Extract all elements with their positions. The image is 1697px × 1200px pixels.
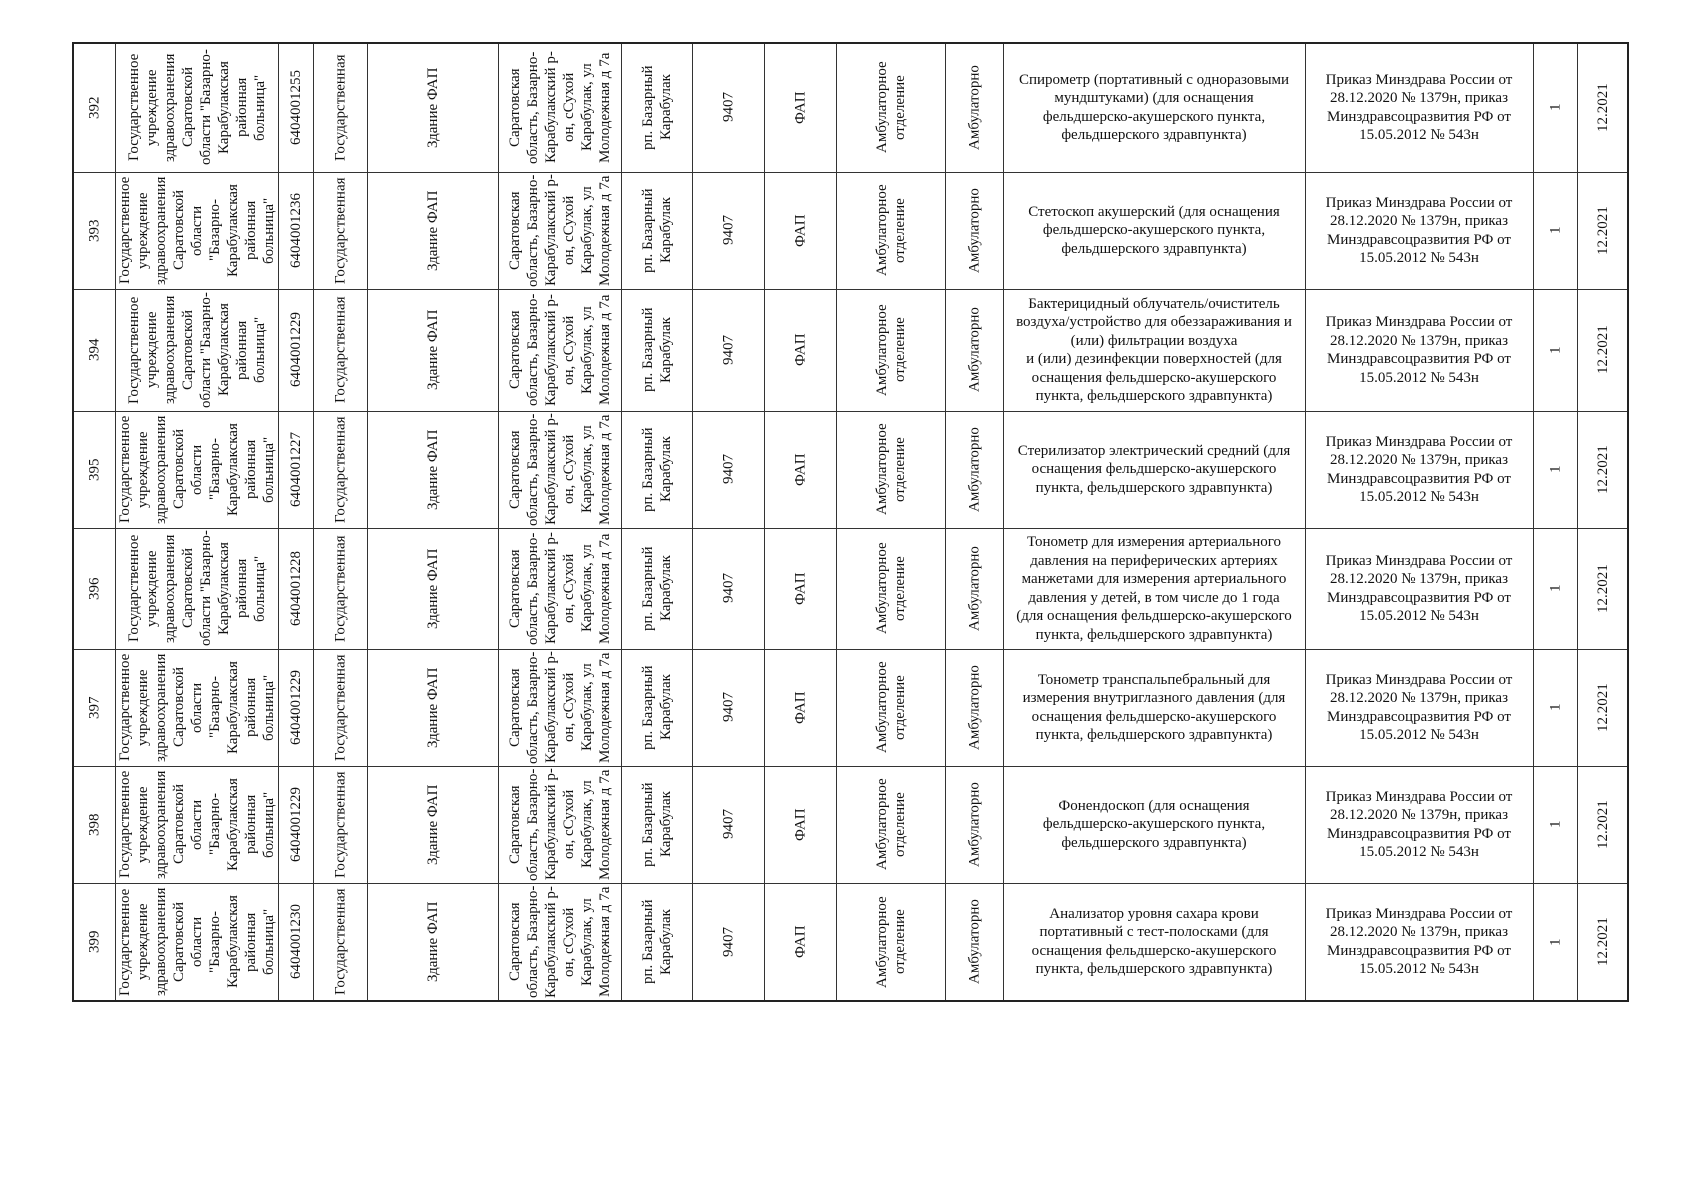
okved-code: 9407: [720, 454, 736, 485]
okved-code-cell: [692, 649, 764, 766]
care-type: Амбулаторно: [966, 65, 982, 151]
equipment-description-cell: [1003, 43, 1305, 172]
delivery-date: 12.2021: [1594, 564, 1611, 613]
ownership-type: Государственная: [332, 535, 348, 642]
department-cell: [836, 528, 945, 649]
address: Саратовская область, Базарно- Карабулакский р- он, сСухой Карабулак, ул Молодежная д 7а: [506, 174, 613, 287]
okved-code: 9407: [720, 809, 736, 840]
equipment-description: Стерилизатор электрический средний (для оснащения фельдшерско-акушерского пункта, фельдшерского здравпункта): [1017, 442, 1291, 496]
delivery-date-cell: [1577, 43, 1628, 172]
building-type-cell: [367, 766, 498, 883]
address: Саратовская область, Базарно- Карабулакский р- он, сСухой Карабулак, ул Молодежная д 7а: [506, 413, 613, 526]
department: Амбулаторное отделение: [873, 778, 908, 871]
locality: рп. Базарный Карабулак: [639, 665, 674, 750]
delivery-date-cell: [1577, 411, 1628, 528]
building-type: Здание ФАП: [424, 901, 441, 982]
organization-name: Государственное учреждение здравоохранения Саратовской области "Базарно- Карабулакская районная больница": [125, 530, 268, 647]
organization-name: Государственное учреждение здравоохранения Саратовской области "Базарно- Карабулакская районная больница": [116, 887, 277, 996]
locality: рп. Базарный Карабулак: [639, 307, 674, 393]
row-number: 396: [86, 577, 103, 600]
locality-cell: [621, 649, 692, 766]
address: Саратовская область, Базарно- Карабулакский р- он, сСухой Карабулак, ул Молодежная д 7а: [506, 51, 613, 164]
unit-type: ФАП: [792, 572, 808, 605]
regulation-order: Приказ Минздрава России от 28.12.2020 № 1379н, приказ Минздравсоцразвития РФ от 15.05.2012 № 543н: [1325, 552, 1513, 624]
equipment-description-cell: [1003, 649, 1305, 766]
unit-type: ФАП: [792, 214, 808, 247]
equipment-description-cell: [1003, 172, 1305, 289]
department-cell: [836, 766, 945, 883]
building-type: Здание ФАП: [424, 548, 441, 629]
care-type-cell: [945, 411, 1003, 528]
inn-code: 6404001229: [287, 670, 304, 745]
regulation-order: Приказ Минздрава России от 28.12.2020 № 1379н, приказ Минздравсоцразвития РФ от 15.05.2012 № 543н: [1325, 905, 1513, 978]
okved-code-cell: [692, 289, 764, 411]
equipment-description-cell: [1003, 411, 1305, 528]
regulation-order-cell: [1305, 411, 1533, 528]
quantity-cell: [1533, 172, 1577, 289]
unit-type-cell: [764, 766, 836, 883]
quantity-cell: [1533, 411, 1577, 528]
ownership-type-cell: [313, 528, 367, 649]
ownership-type-cell: [313, 289, 367, 411]
equipment-description-cell: [1003, 289, 1305, 411]
row-number: 398: [86, 813, 103, 836]
okved-code: 9407: [720, 215, 736, 246]
locality: рп. Базарный Карабулак: [639, 546, 674, 631]
organization-name-cell: [115, 883, 278, 1001]
address: Саратовская область, Базарно- Карабулакский р- он, сСухой Карабулак, ул Молодежная д 7а: [506, 651, 613, 764]
unit-type: ФАП: [792, 808, 808, 841]
quantity: 1: [1547, 226, 1563, 235]
address-cell: [498, 883, 621, 1001]
okved-code-cell: [692, 528, 764, 649]
equipment-description: Спирометр (портативный с одноразовыми мундштуками) (для оснащения фельдшерско-акушерского пункта, фельдшерского здравпункта): [1018, 71, 1290, 144]
quantity-cell: [1533, 43, 1577, 172]
inn-code-cell: [278, 649, 313, 766]
quantity-cell: [1533, 883, 1577, 1001]
inn-code-cell: [278, 43, 313, 172]
quantity: 1: [1547, 584, 1563, 593]
address-cell: [498, 289, 621, 411]
okved-code-cell: [692, 766, 764, 883]
department: Амбулаторное отделение: [873, 61, 908, 154]
locality: рп. Базарный Карабулак: [639, 899, 674, 985]
address: Саратовская область, Базарно- Карабулакский р- он, сСухой Карабулак, ул Молодежная д 7а: [506, 293, 613, 407]
care-type-cell: [945, 528, 1003, 649]
organization-name-cell: [115, 649, 278, 766]
row-number-cell: [73, 528, 115, 649]
building-type-cell: [367, 289, 498, 411]
delivery-date: 12.2021: [1594, 683, 1611, 732]
quantity: 1: [1547, 104, 1563, 112]
organization-name-cell: [115, 411, 278, 528]
ownership-type-cell: [313, 649, 367, 766]
unit-type: ФАП: [792, 91, 808, 125]
locality-cell: [621, 172, 692, 289]
table-row: [73, 172, 1628, 289]
organization-name-cell: [115, 766, 278, 883]
inn-code: 6404001236: [287, 193, 304, 268]
quantity-cell: [1533, 289, 1577, 411]
unit-type: ФАП: [792, 691, 808, 724]
row-number-cell: [73, 649, 115, 766]
department: Амбулаторное отделение: [873, 304, 908, 396]
care-type-cell: [945, 172, 1003, 289]
okved-code: 9407: [720, 573, 736, 604]
locality: рп. Базарный Карабулак: [639, 782, 674, 867]
care-type: Амбулаторно: [966, 665, 982, 750]
address-cell: [498, 528, 621, 649]
delivery-date-cell: [1577, 289, 1628, 411]
table-row: [73, 649, 1628, 766]
delivery-date-cell: [1577, 883, 1628, 1001]
organization-name: Государственное учреждение здравоохранения Саратовской области "Базарно- Карабулакская районная больница": [116, 770, 277, 879]
table-row: [73, 528, 1628, 649]
department-cell: [836, 883, 945, 1001]
table-body: [73, 43, 1628, 1001]
unit-type: ФАП: [792, 925, 808, 959]
ownership-type-cell: [313, 172, 367, 289]
okved-code: 9407: [720, 692, 736, 723]
inn-code: 6404001228: [287, 551, 304, 626]
delivery-date-cell: [1577, 649, 1628, 766]
ownership-type: Государственная: [332, 416, 348, 523]
inn-code-cell: [278, 883, 313, 1001]
organization-name-cell: [115, 528, 278, 649]
unit-type-cell: [764, 289, 836, 411]
department: Амбулаторное отделение: [873, 895, 908, 988]
inn-code-cell: [278, 411, 313, 528]
quantity: 1: [1547, 938, 1563, 946]
building-type: Здание ФАП: [424, 429, 441, 510]
row-number: 397: [86, 696, 103, 719]
delivery-date: 12.2021: [1594, 800, 1611, 849]
okved-code-cell: [692, 43, 764, 172]
locality: рп. Базарный Карабулак: [639, 188, 674, 273]
quantity-cell: [1533, 528, 1577, 649]
building-type: Здание ФАП: [424, 309, 441, 391]
unit-type-cell: [764, 411, 836, 528]
locality: рп. Базарный Карабулак: [639, 427, 674, 512]
ownership-type: Государственная: [332, 771, 348, 878]
address: Саратовская область, Базарно- Карабулакский р- он, сСухой Карабулак, ул Молодежная д 7а: [506, 768, 613, 881]
row-number: 395: [86, 458, 103, 481]
address-cell: [498, 649, 621, 766]
inn-code-cell: [278, 172, 313, 289]
okved-code: 9407: [720, 335, 736, 365]
ownership-type-cell: [313, 883, 367, 1001]
regulation-order-cell: [1305, 649, 1533, 766]
equipment-description: Стетоскоп акушерский (для оснащения фельдшерско-акушерского пункта, фельдшерского здравпункта): [1028, 203, 1280, 257]
unit-type: ФАП: [792, 333, 808, 367]
regulation-order: Приказ Минздрава России от 28.12.2020 № 1379н, приказ Минздравсоцразвития РФ от 15.05.2012 № 543н: [1325, 71, 1513, 144]
care-type: Амбулаторно: [966, 427, 982, 512]
row-number-cell: [73, 883, 115, 1001]
quantity: 1: [1547, 346, 1563, 354]
department-cell: [836, 289, 945, 411]
address-cell: [498, 766, 621, 883]
ownership-type-cell: [313, 43, 367, 172]
quantity-cell: [1533, 649, 1577, 766]
inn-code-cell: [278, 289, 313, 411]
locality-cell: [621, 411, 692, 528]
building-type: Здание ФАП: [424, 190, 441, 271]
row-number: 392: [86, 96, 103, 119]
quantity: 1: [1547, 820, 1563, 829]
equipment-table: [72, 42, 1629, 1002]
inn-code: 6404001230: [287, 904, 304, 980]
equipment-description-cell: [1003, 766, 1305, 883]
regulation-order: Приказ Минздрава России от 28.12.2020 № 1379н, приказ Минздравсоцразвития РФ от 15.05.2012 № 543н: [1325, 433, 1513, 505]
address-cell: [498, 172, 621, 289]
equipment-description: Фонендоскоп (для оснащения фельдшерско-акушерского пункта, фельдшерского здравпункта): [1042, 797, 1266, 851]
address: Саратовская область, Базарно- Карабулакский р- он, сСухой Карабулак, ул Молодежная д 7а: [506, 885, 613, 998]
equipment-description: Анализатор уровня сахара крови портативный с тест-полосками (для оснащения фельдшерско-акушерского пункта, фельдшерского здравпункта): [1031, 905, 1277, 978]
unit-type-cell: [764, 528, 836, 649]
regulation-order: Приказ Минздрава России от 28.12.2020 № 1379н, приказ Минздравсоцразвития РФ от 15.05.2012 № 543н: [1325, 194, 1513, 266]
table-row: [73, 411, 1628, 528]
regulation-order-cell: [1305, 883, 1533, 1001]
department: Амбулаторное отделение: [873, 661, 908, 754]
organization-name: Государственное учреждение здравоохранения Саратовской области "Базарно- Карабулакская районная больница": [125, 292, 268, 408]
locality-cell: [621, 883, 692, 1001]
organization-name: Государственное учреждение здравоохранения Саратовской области "Базарно- Карабулакская районная больница": [116, 653, 277, 762]
okved-code: 9407: [720, 92, 736, 123]
care-type-cell: [945, 883, 1003, 1001]
regulation-order-cell: [1305, 289, 1533, 411]
building-type-cell: [367, 883, 498, 1001]
equipment-description: Тонометр транспальпебральный для измерения внутриглазного давления (для оснащения фельдшерско-акушерского пункта, фельдшерского здравпункта): [1022, 671, 1286, 743]
ownership-type: Государственная: [332, 888, 348, 996]
regulation-order: Приказ Минздрава России от 28.12.2020 № 1379н, приказ Минздравсоцразвития РФ от 15.05.2012 № 543н: [1325, 788, 1513, 860]
organization-name: Государственное учреждение здравоохранения Саратовской области "Базарно- Карабулакская районная больница": [125, 49, 268, 166]
building-type-cell: [367, 172, 498, 289]
locality-cell: [621, 766, 692, 883]
inn-code: 6404001229: [287, 312, 304, 388]
okved-code-cell: [692, 411, 764, 528]
table-row: [73, 289, 1628, 411]
department-cell: [836, 411, 945, 528]
address-cell: [498, 411, 621, 528]
building-type-cell: [367, 43, 498, 172]
department-cell: [836, 43, 945, 172]
quantity: 1: [1547, 465, 1563, 474]
department: Амбулаторное отделение: [873, 423, 908, 516]
okved-code-cell: [692, 172, 764, 289]
unit-type-cell: [764, 43, 836, 172]
care-type: Амбулаторно: [966, 307, 982, 393]
inn-code: 6404001227: [287, 432, 304, 507]
ownership-type-cell: [313, 411, 367, 528]
department-cell: [836, 649, 945, 766]
care-type: Амбулаторно: [966, 782, 982, 867]
unit-type-cell: [764, 649, 836, 766]
care-type: Амбулаторно: [966, 546, 982, 631]
row-number: 394: [86, 338, 103, 362]
organization-name-cell: [115, 172, 278, 289]
ownership-type: Государственная: [332, 654, 348, 761]
care-type-cell: [945, 43, 1003, 172]
row-number: 399: [86, 930, 103, 953]
regulation-order: Приказ Минздрава России от 28.12.2020 № 1379н, приказ Минздравсоцразвития РФ от 15.05.2012 № 543н: [1325, 671, 1513, 743]
regulation-order-cell: [1305, 766, 1533, 883]
address: Саратовская область, Базарно- Карабулакский р- он, сСухой Карабулак, ул Молодежная д 7а: [506, 532, 613, 645]
delivery-date-cell: [1577, 528, 1628, 649]
row-number-cell: [73, 172, 115, 289]
building-type-cell: [367, 649, 498, 766]
okved-code: 9407: [720, 926, 736, 957]
unit-type: ФАП: [792, 453, 808, 486]
building-type-cell: [367, 528, 498, 649]
locality-cell: [621, 43, 692, 172]
regulation-order-cell: [1305, 172, 1533, 289]
table-row: [73, 766, 1628, 883]
table-row: [73, 43, 1628, 172]
delivery-date: 12.2021: [1594, 917, 1611, 967]
delivery-date-cell: [1577, 172, 1628, 289]
equipment-description: Бактерицидный облучатель/очиститель воздуха/устройство для обеззараживания и (или) фильтрации воздуха и (или) дезинфекции поверхностей (для оснащения фельдшерско-акушерского пункта, фельдшерского здравпункта): [1016, 295, 1292, 404]
care-type: Амбулаторно: [966, 899, 982, 985]
department: Амбулаторное отделение: [873, 542, 908, 635]
delivery-date: 12.2021: [1594, 83, 1611, 133]
row-number-cell: [73, 43, 115, 172]
building-type: Здание ФАП: [424, 784, 441, 865]
address-cell: [498, 43, 621, 172]
building-type-cell: [367, 411, 498, 528]
delivery-date: 12.2021: [1594, 206, 1611, 255]
ownership-type: Государственная: [332, 296, 348, 404]
delivery-date-cell: [1577, 766, 1628, 883]
unit-type-cell: [764, 883, 836, 1001]
table-row: [73, 883, 1628, 1001]
ownership-type: Государственная: [332, 54, 348, 162]
regulation-order: Приказ Минздрава России от 28.12.2020 № 1379н, приказ Минздравсоцразвития РФ от 15.05.2012 № 543н: [1325, 314, 1513, 386]
row-number-cell: [73, 766, 115, 883]
inn-code-cell: [278, 528, 313, 649]
equipment-description: Тонометр для измерения артериального давления на периферических артериях манжетами для измерения артериального давления у детей, в том числе до 1 года (для оснащения фельдшерско-акушерского пункта, фельдшерского здравпункта): [1016, 534, 1292, 643]
locality-cell: [621, 289, 692, 411]
quantity: 1: [1547, 703, 1563, 712]
building-type: Здание ФАП: [424, 67, 441, 148]
ownership-type-cell: [313, 766, 367, 883]
care-type-cell: [945, 289, 1003, 411]
organization-name-cell: [115, 289, 278, 411]
inn-code-cell: [278, 766, 313, 883]
organization-name: Государственное учреждение здравоохранения Саратовской области "Базарно- Карабулакская районная больница": [116, 415, 277, 524]
delivery-date: 12.2021: [1594, 445, 1611, 494]
department-cell: [836, 172, 945, 289]
organization-name: Государственное учреждение здравоохранения Саратовской области "Базарно- Карабулакская районная больница": [116, 176, 277, 285]
department: Амбулаторное отделение: [873, 184, 908, 277]
row-number-cell: [73, 289, 115, 411]
organization-name-cell: [115, 43, 278, 172]
delivery-date: 12.2021: [1594, 325, 1611, 375]
locality: рп. Базарный Карабулак: [639, 65, 674, 151]
equipment-description-cell: [1003, 528, 1305, 649]
regulation-order-cell: [1305, 528, 1533, 649]
quantity-cell: [1533, 766, 1577, 883]
care-type: Амбулаторно: [966, 188, 982, 273]
locality-cell: [621, 528, 692, 649]
row-number-cell: [73, 411, 115, 528]
inn-code: 6404001229: [287, 787, 304, 862]
building-type: Здание ФАП: [424, 667, 441, 748]
unit-type-cell: [764, 172, 836, 289]
row-number: 393: [86, 219, 103, 242]
okved-code-cell: [692, 883, 764, 1001]
regulation-order-cell: [1305, 43, 1533, 172]
ownership-type: Государственная: [332, 177, 348, 284]
care-type-cell: [945, 766, 1003, 883]
care-type-cell: [945, 649, 1003, 766]
equipment-description-cell: [1003, 883, 1305, 1001]
inn-code: 6404001255: [287, 70, 304, 146]
